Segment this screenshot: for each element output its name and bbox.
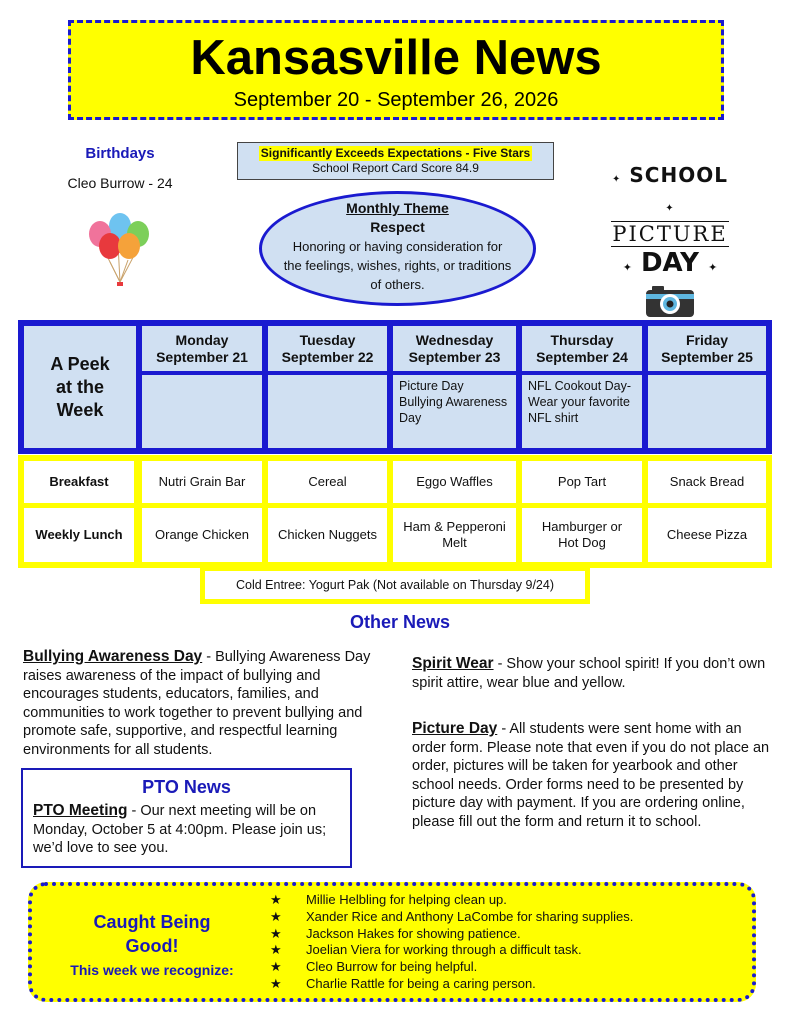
pto-news-box <box>21 768 352 868</box>
recognize-subtitle: This week we recognize: <box>70 962 234 978</box>
breakfast-label: Breakfast <box>24 461 134 503</box>
recognition-text: Xander Rice and Anthony LaCombe for sharing supplies. <box>306 908 634 924</box>
monthly-theme-bubble <box>259 191 536 306</box>
peek-label-text: A Peek at the Week <box>50 353 110 420</box>
recognition-text: Cleo Burrow for being helpful. <box>306 959 478 975</box>
day-date: September 24 <box>536 349 628 365</box>
camera-icon <box>644 284 696 318</box>
day-name: Wednesday <box>415 332 494 348</box>
day-name: Thursday <box>550 332 614 348</box>
report-card-box <box>237 142 554 180</box>
star-bullet-icon: ★ <box>270 925 282 941</box>
article-text: - Show your school spirit! If you don’t own spirit attire, wear blue and yellow. <box>412 656 766 691</box>
recognition-item <box>262 959 752 976</box>
rating-label: Significantly Exceeds Expectations - Five Stars <box>260 146 531 160</box>
day-events: Picture Day Bullying Awareness Day <box>393 375 516 448</box>
breakfast-item: Snack Bread <box>648 461 766 503</box>
day-header <box>648 326 766 371</box>
article-heading: Spirit Wear <box>412 655 494 672</box>
star-bullet-icon: ★ <box>270 975 282 991</box>
recognition-item <box>262 892 752 909</box>
peek-label <box>24 326 136 448</box>
birthdays-title: Birthdays <box>85 145 155 162</box>
week-at-a-glance <box>18 320 772 454</box>
lunch-item: Chicken Nuggets <box>268 508 387 562</box>
day-name: Friday <box>685 332 728 348</box>
caught-being-good-title: Caught Being Good! <box>93 912 211 956</box>
day-date: September 22 <box>281 349 374 365</box>
logo-line-school: SCHOOL <box>629 163 728 187</box>
breakfast-item: Pop Tart <box>522 461 642 503</box>
pto-meeting-heading: PTO Meeting <box>33 802 128 819</box>
caught-being-good-box <box>28 882 756 1002</box>
breakfast-item: Cereal <box>268 461 387 503</box>
breakfast-item: Eggo Waffles <box>393 461 516 503</box>
other-news-title: Other News <box>349 612 451 632</box>
newsletter-header <box>68 20 724 120</box>
day-events <box>142 375 262 448</box>
recognition-list <box>262 892 752 993</box>
breakfast-item: Nutri Grain Bar <box>142 461 262 503</box>
report-card-score: School Report Card Score 84.9 <box>312 161 479 175</box>
cold-entree-text: Cold Entree: Yogurt Pak (Not available on Thursday 9/24) <box>205 571 585 599</box>
balloons-icon <box>82 210 160 290</box>
star-bullet-icon: ★ <box>270 892 282 907</box>
theme-title: Monthly Theme <box>346 200 449 216</box>
logo-line-picture: PICTURE <box>612 222 728 246</box>
day-date: September 23 <box>408 349 501 365</box>
day-header <box>522 326 642 371</box>
lunch-item: Hamburger or Hot Dog <box>522 508 642 562</box>
article-text: - Bullying Awareness Day raises awareness of the impact of bullying and encourages students, educators, families, and communities to work together to prevent bullying and promote safe, supportive, and respectful learning environments for all students. <box>23 649 371 758</box>
day-date: September 25 <box>661 349 753 365</box>
lunch-item: Orange Chicken <box>142 508 262 562</box>
theme-word: Respect <box>370 219 425 235</box>
birthday-name: Cleo Burrow - 24 <box>67 175 173 191</box>
sparkle-icon: ✦ <box>612 174 622 185</box>
logo-line-day: DAY <box>640 248 700 278</box>
recognition-text: Joelian Viera for working through a difficult task. <box>306 942 582 958</box>
recognition-item <box>262 942 752 959</box>
picture-day-article <box>412 720 774 831</box>
day-header <box>142 326 262 371</box>
newsletter-title: Kansasville News <box>190 31 602 85</box>
day-events: NFL Cookout Day- Wear your favorite NFL shirt <box>522 375 642 448</box>
star-icon: ✦ <box>708 261 718 274</box>
star-bullet-icon: ★ <box>270 942 282 958</box>
lunch-label: Weekly Lunch <box>24 508 134 562</box>
bullying-awareness-article <box>23 648 393 759</box>
spirit-wear-article <box>412 655 772 692</box>
newsletter-dates: September 20 - September 26, 2026 <box>233 89 559 111</box>
recognition-text: Charlie Rattle for being a caring person. <box>306 975 536 991</box>
star-bullet-icon: ★ <box>270 959 282 975</box>
lunch-item: Ham & Pepperoni Melt <box>393 508 516 562</box>
recognition-item <box>262 926 752 943</box>
school-picture-day-logo <box>605 163 735 283</box>
day-name: Tuesday <box>299 332 356 348</box>
day-events <box>268 375 387 448</box>
day-events <box>648 375 766 448</box>
day-date: September 21 <box>156 349 248 365</box>
star-bullet-icon: ★ <box>270 908 282 924</box>
star-icon: ✦ <box>622 261 632 274</box>
pto-title: PTO News <box>142 777 231 797</box>
sparkle-icon: ✦ <box>665 203 675 214</box>
recognition-item <box>262 909 752 926</box>
recognition-text: Jackson Hakes for showing patience. <box>306 925 521 941</box>
article-heading: Picture Day <box>412 720 498 737</box>
recognition-text: Millie Helbling for helping clean up. <box>306 892 507 907</box>
lunch-item: Cheese Pizza <box>648 508 766 562</box>
theme-description: Honoring or having consideration for the feelings, wishes, rights, or traditions of others. <box>283 239 512 292</box>
recognition-item <box>262 976 752 993</box>
article-text: - All students were sent home with an order form. Please note that even if you do not place an order, pictures will be taken for yearbook and other school needs. Order forms need to be presented by picture day with payment. If you are ordering online, please fill out the form and return it to school. <box>412 721 770 830</box>
day-header <box>393 326 516 371</box>
day-header <box>268 326 387 371</box>
pto-meeting-text <box>33 802 340 858</box>
article-heading: Bullying Awareness Day <box>23 648 203 665</box>
day-name: Monday <box>175 332 229 348</box>
menu-table <box>18 455 772 568</box>
pto-meeting-body: - Our next meeting will be on Monday, October 5 at 4:00pm. Please join us; we’d love to see you. <box>33 803 327 856</box>
cold-entree-box <box>200 566 590 604</box>
